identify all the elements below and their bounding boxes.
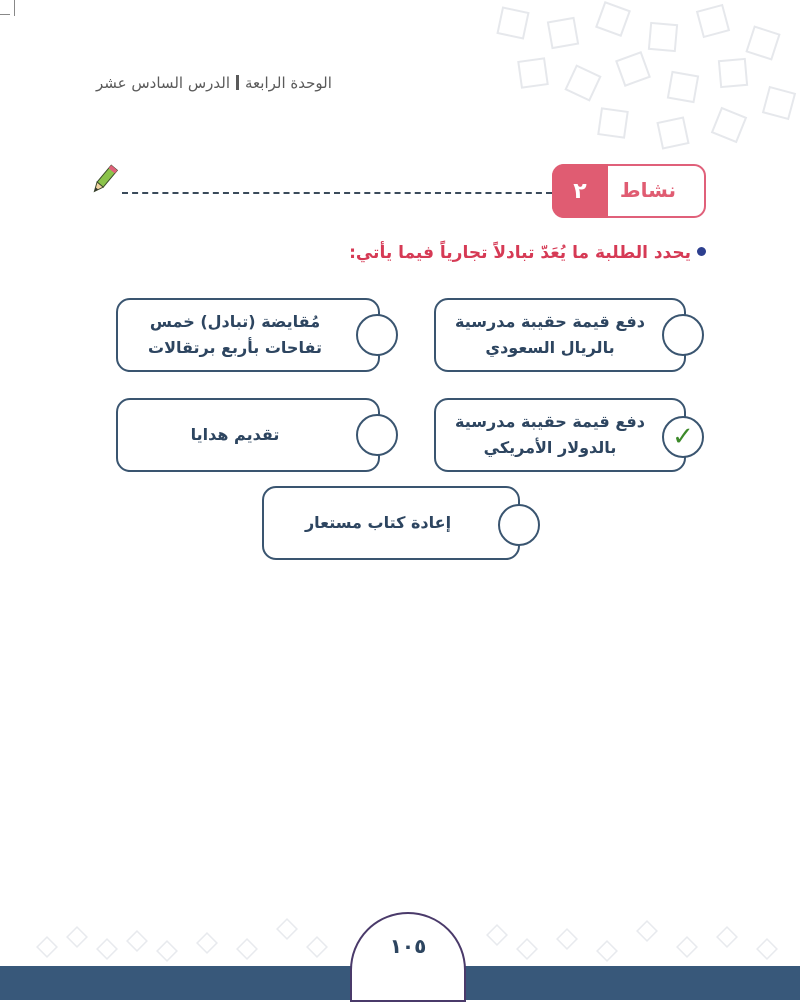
option-checkbox[interactable]: [356, 314, 398, 356]
header-separator: [236, 75, 239, 90]
option-card[interactable]: [434, 298, 686, 372]
running-header: [96, 74, 332, 92]
instruction-text: [349, 243, 706, 263]
crop-mark-top-left: [14, 0, 15, 16]
activity-number: ٢: [552, 164, 608, 218]
decorative-squares: [460, 0, 800, 160]
option-checkbox[interactable]: [356, 414, 398, 456]
crop-mark-top-left-h: [0, 14, 10, 15]
option-checkbox[interactable]: [662, 314, 704, 356]
option-checkbox[interactable]: [498, 504, 540, 546]
page-number: ١٠٥: [389, 934, 427, 958]
option-card[interactable]: [434, 398, 686, 472]
option-card[interactable]: [116, 298, 380, 372]
option-text: دفع قيمة حقيبة مدرسية بالدولار الأمريكي: [455, 412, 645, 457]
checkmark-icon: ✓: [672, 422, 694, 452]
option-text: مُقايضة (تبادل) خمس تفاحات بأربع برتقالات: [148, 312, 322, 357]
activity-header: [552, 164, 706, 218]
instruction-label: يحدد الطلبة ما يُعَدّ تبادلاً تجارياً فيما يأتي:: [349, 243, 691, 263]
pencil-icon: [86, 162, 122, 198]
option-text: تقديم هدايا: [190, 425, 280, 445]
option-card[interactable]: [116, 398, 380, 472]
activity-label: نشاط: [619, 178, 676, 202]
header-lesson: الدرس السادس عشر: [96, 74, 230, 92]
option-card[interactable]: [262, 486, 520, 560]
header-unit: الوحدة الرابعة: [245, 74, 332, 92]
dashed-divider: [122, 192, 552, 194]
bullet-icon: [697, 247, 706, 256]
option-checkbox[interactable]: [662, 416, 704, 458]
option-text: إعادة كتاب مستعار: [304, 513, 452, 533]
option-text: دفع قيمة حقيبة مدرسية بالريال السعودي: [455, 312, 645, 357]
